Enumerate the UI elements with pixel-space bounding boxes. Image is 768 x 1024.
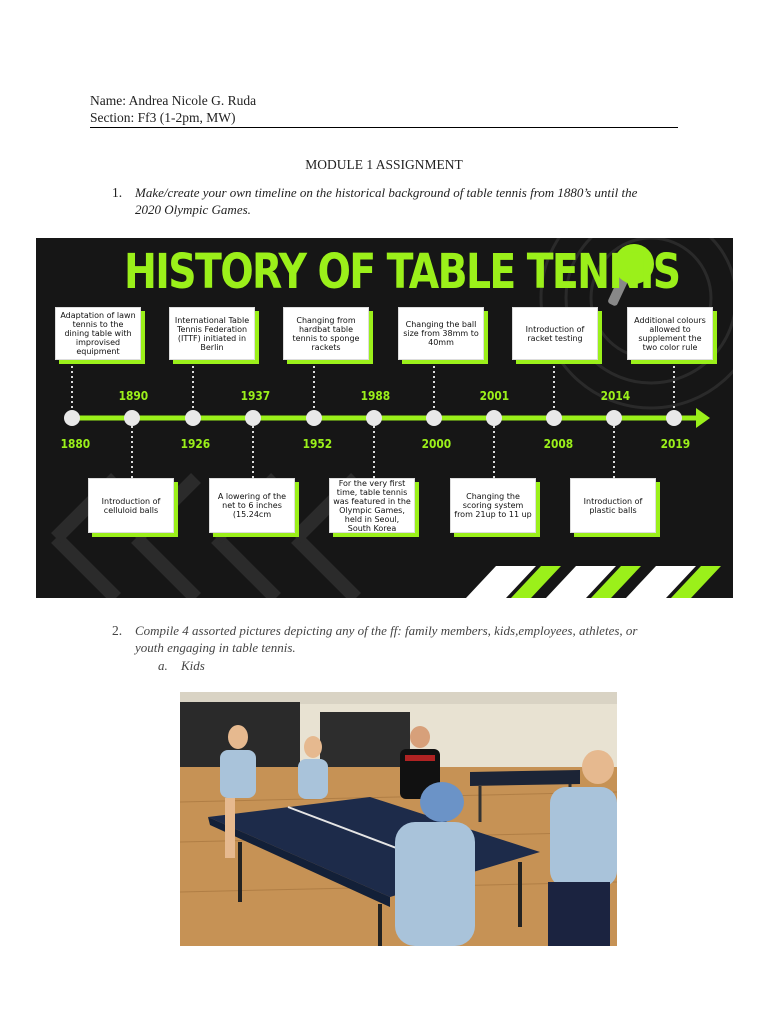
question-1-number: 1. bbox=[112, 185, 123, 200]
event-card-2014: Introduction of plastic balls bbox=[570, 478, 656, 533]
year-label-2008: 2008 bbox=[543, 436, 574, 451]
event-card-2001: Changing the scoring system from 21up to 11 up bbox=[450, 478, 536, 533]
event-card-2000: Changing the ball size from 38mm to 40mm bbox=[398, 307, 484, 360]
timeline-dot bbox=[185, 410, 201, 426]
timeline-dot bbox=[366, 410, 382, 426]
year-label-2019: 2019 bbox=[660, 436, 691, 451]
timeline-dot bbox=[606, 410, 622, 426]
kids-table-tennis-photo bbox=[180, 692, 617, 946]
event-card-1988: For the very first time, table tennis was featured in the Olympic Games, held in Seoul, South Korea bbox=[329, 478, 415, 533]
question-1-text-line1: Make/create your own timeline on the historical background of table tennis from 1880’s until the bbox=[135, 185, 638, 200]
question-2-text-line2: youth engaging in table tennis. bbox=[135, 640, 296, 655]
event-card-1880: Adaptation of lawn tennis to the dining table with improvised equipment bbox=[55, 307, 141, 360]
timeline-dot bbox=[666, 410, 682, 426]
year-label-1937: 1937 bbox=[240, 388, 271, 403]
year-label-1880: 1880 bbox=[60, 436, 91, 451]
timeline-dot bbox=[306, 410, 322, 426]
sub-item-label: Kids bbox=[181, 658, 205, 673]
timeline-dot bbox=[124, 410, 140, 426]
timeline-dot bbox=[426, 410, 442, 426]
timeline-dot bbox=[546, 410, 562, 426]
timeline-dot bbox=[245, 410, 261, 426]
timeline-dot bbox=[486, 410, 502, 426]
event-card-2019: Additional colours allowed to supplement the two color rule bbox=[627, 307, 713, 360]
question-2-number: 2. bbox=[112, 623, 123, 638]
event-card-1926: International Table Tennis Federation (ITTF) initiated in Berlin bbox=[169, 307, 255, 360]
year-label-2014: 2014 bbox=[600, 388, 631, 403]
year-label-1952: 1952 bbox=[302, 436, 333, 451]
sub-item-letter: a. bbox=[158, 658, 168, 673]
event-card-1890: Introduction of celluloid balls bbox=[88, 478, 174, 533]
year-label-2000: 2000 bbox=[421, 436, 452, 451]
event-card-1952: Changing from hardbat table tennis to sponge rackets bbox=[283, 307, 369, 360]
infographic-title: HISTORY OF TABLE TENNIS bbox=[124, 244, 680, 300]
year-label-1926: 1926 bbox=[180, 436, 211, 451]
timeline-dot bbox=[64, 410, 80, 426]
question-2-text-line1: Compile 4 assorted pictures depicting any of the ff: family members, kids,employees, athletes, or bbox=[135, 623, 638, 638]
year-label-1988: 1988 bbox=[360, 388, 391, 403]
document-title: MODULE 1 ASSIGNMENT bbox=[305, 157, 463, 172]
header-rule bbox=[90, 127, 678, 128]
question-1-text-line2: 2020 Olympic Games. bbox=[135, 202, 251, 217]
event-card-1937: A lowering of the net to 6 inches (15.24cm bbox=[209, 478, 295, 533]
timeline-infographic bbox=[36, 238, 733, 598]
year-label-1890: 1890 bbox=[118, 388, 149, 403]
event-card-2008: Introduction of racket testing bbox=[512, 307, 598, 360]
name-line: Name: Andrea Nicole G. Ruda bbox=[90, 93, 257, 108]
year-label-2001: 2001 bbox=[479, 388, 510, 403]
section-line: Section: Ff3 (1-2pm, MW) bbox=[90, 110, 236, 125]
